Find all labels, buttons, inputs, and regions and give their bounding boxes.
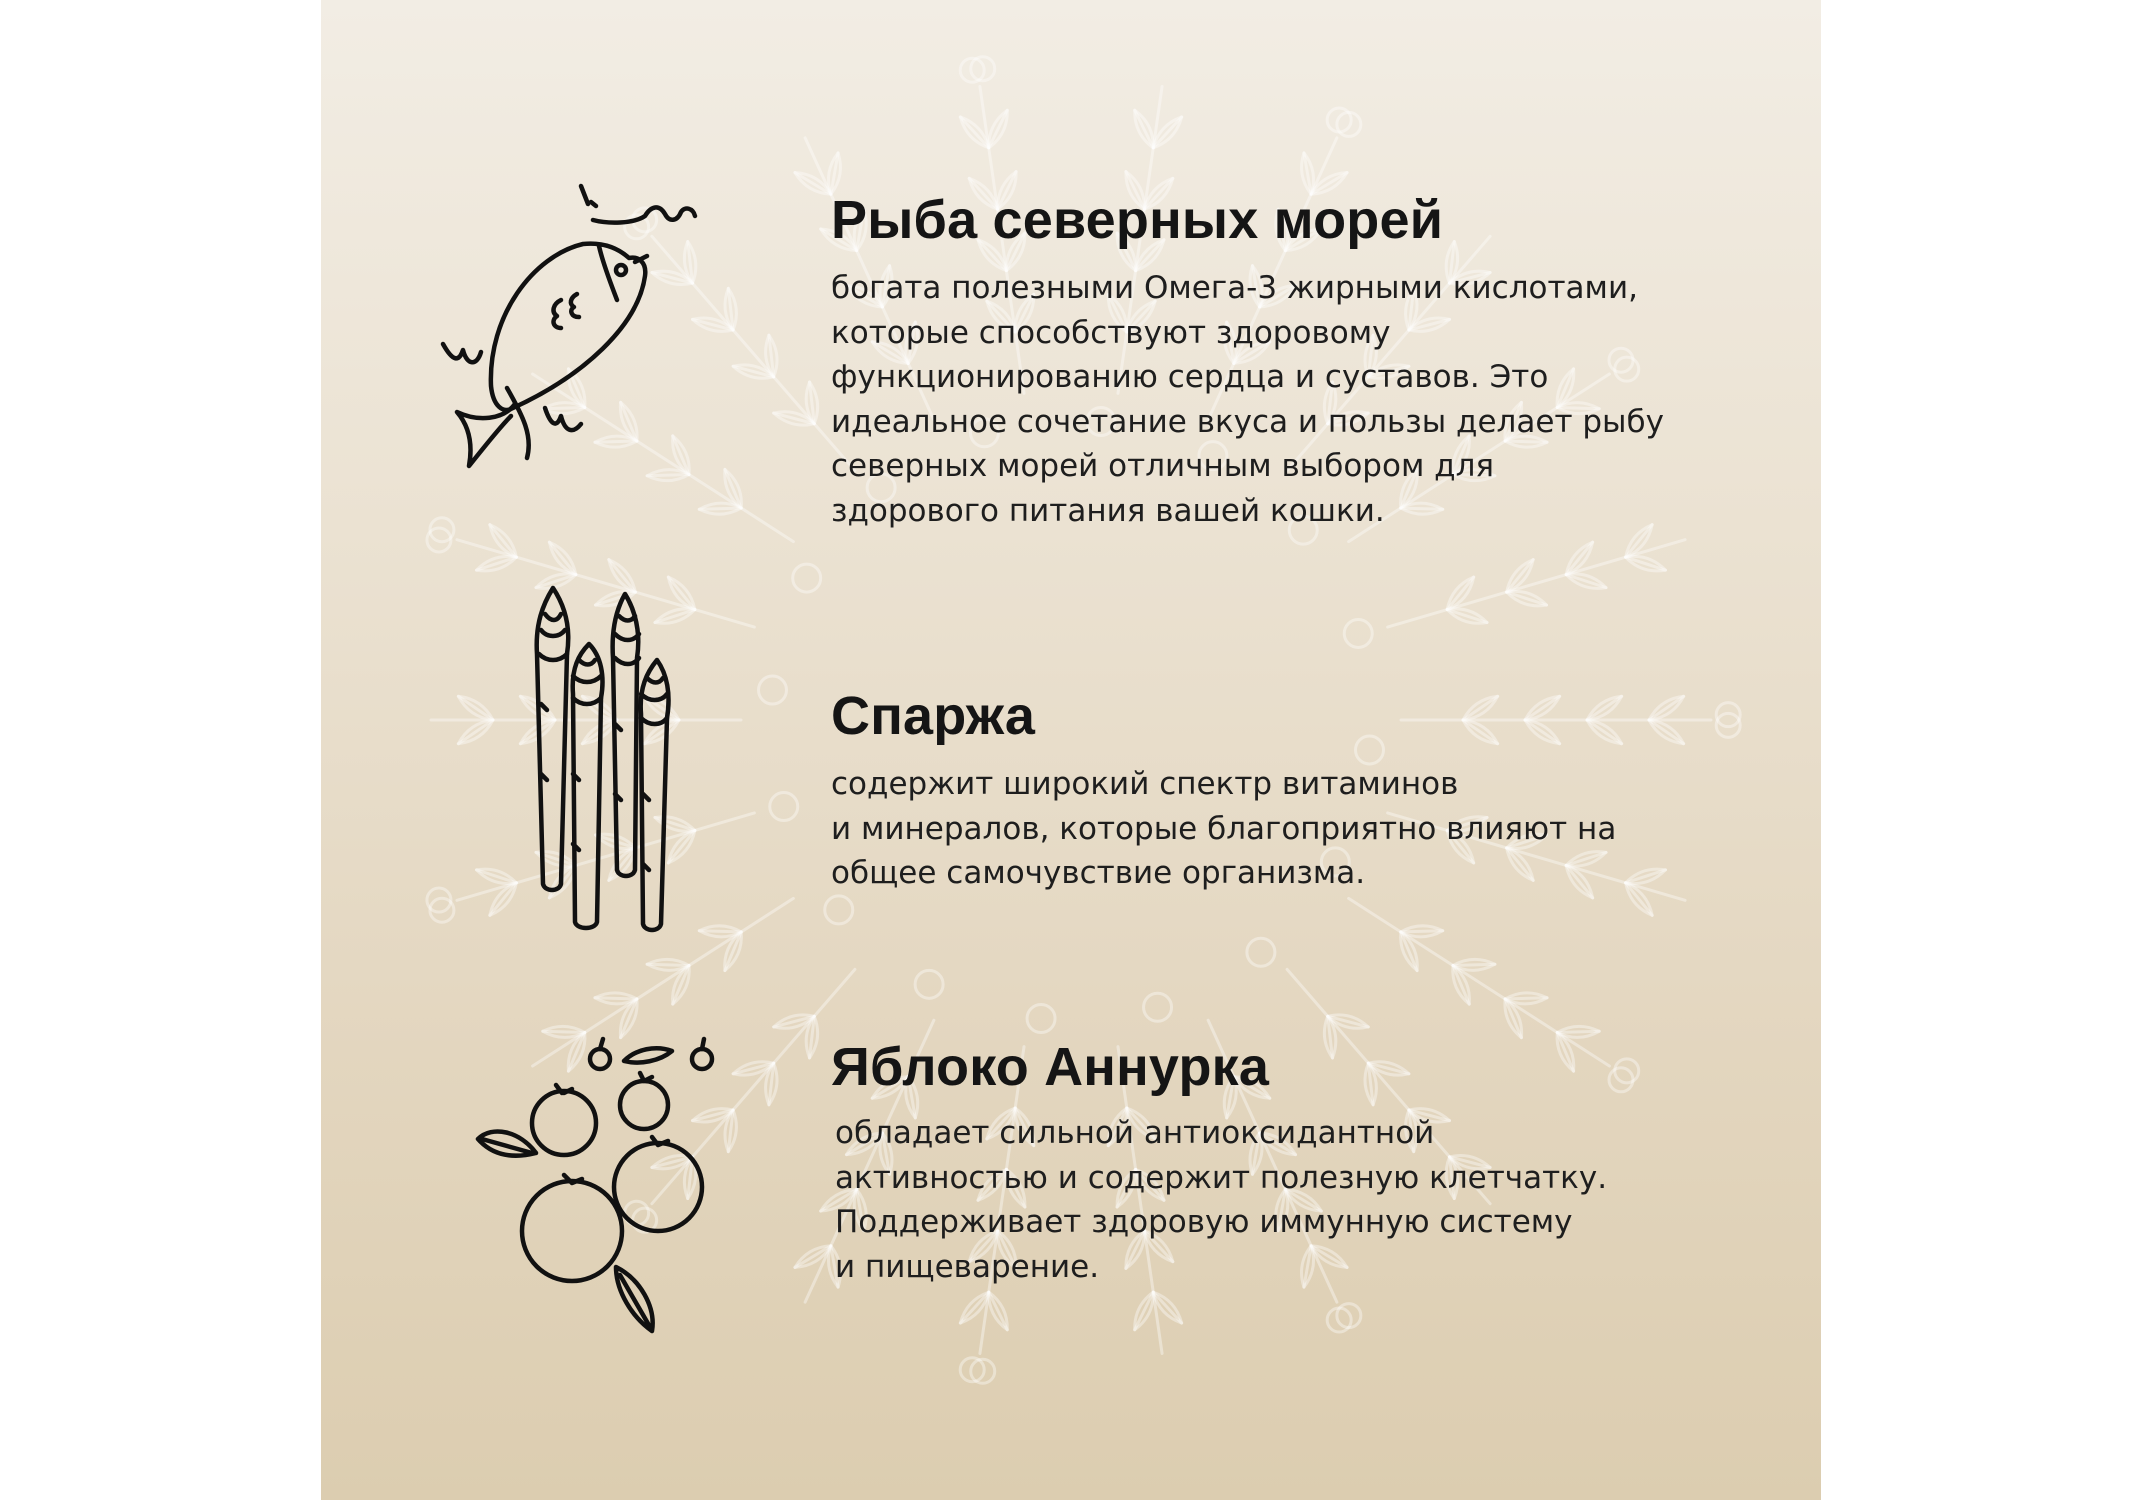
description-line: общее самочувствие организма. xyxy=(831,855,1366,891)
description-line: здорового питания вашей кошки. xyxy=(831,492,1385,529)
section-description xyxy=(831,762,1731,896)
description-line: идеальное сочетание вкуса и пользы делает рыбу xyxy=(831,403,1664,440)
description-line: активностью и содержит полезную клетчатку. xyxy=(835,1159,1608,1196)
description-line: функционированию сердца и суставов. Это xyxy=(831,359,1549,395)
description-line: обладает сильной антиоксидантной xyxy=(835,1115,1435,1151)
description-line: и минералов, которые благоприятно влияют на xyxy=(831,810,1617,847)
description-line: северных морей отличным выбором для xyxy=(831,448,1495,484)
content-card xyxy=(321,0,1821,1500)
description-line: содержит широкий спектр витаминов xyxy=(831,766,1459,802)
description-line: Поддерживает здоровую иммунную систему xyxy=(835,1204,1573,1240)
section-title: Спаржа xyxy=(831,686,1036,746)
section-description xyxy=(831,1111,1731,1289)
asparagus-icon xyxy=(531,584,671,944)
description-line: и пищеварение. xyxy=(835,1248,1100,1285)
fish-text-block xyxy=(831,188,1731,533)
fish-icon xyxy=(433,176,693,486)
section-title: Яблоко Аннурка xyxy=(831,1037,1270,1097)
asparagus-text-block xyxy=(831,684,1731,896)
description-line: которые способствуют здоровому xyxy=(831,314,1391,351)
section-title: Рыба северных морей xyxy=(831,190,1444,250)
description-line: богата полезными Омега-3 жирными кислотами, xyxy=(831,270,1638,306)
section-description xyxy=(831,266,1731,533)
apple-icon xyxy=(476,1035,736,1335)
apple-text-block xyxy=(831,1035,1731,1289)
